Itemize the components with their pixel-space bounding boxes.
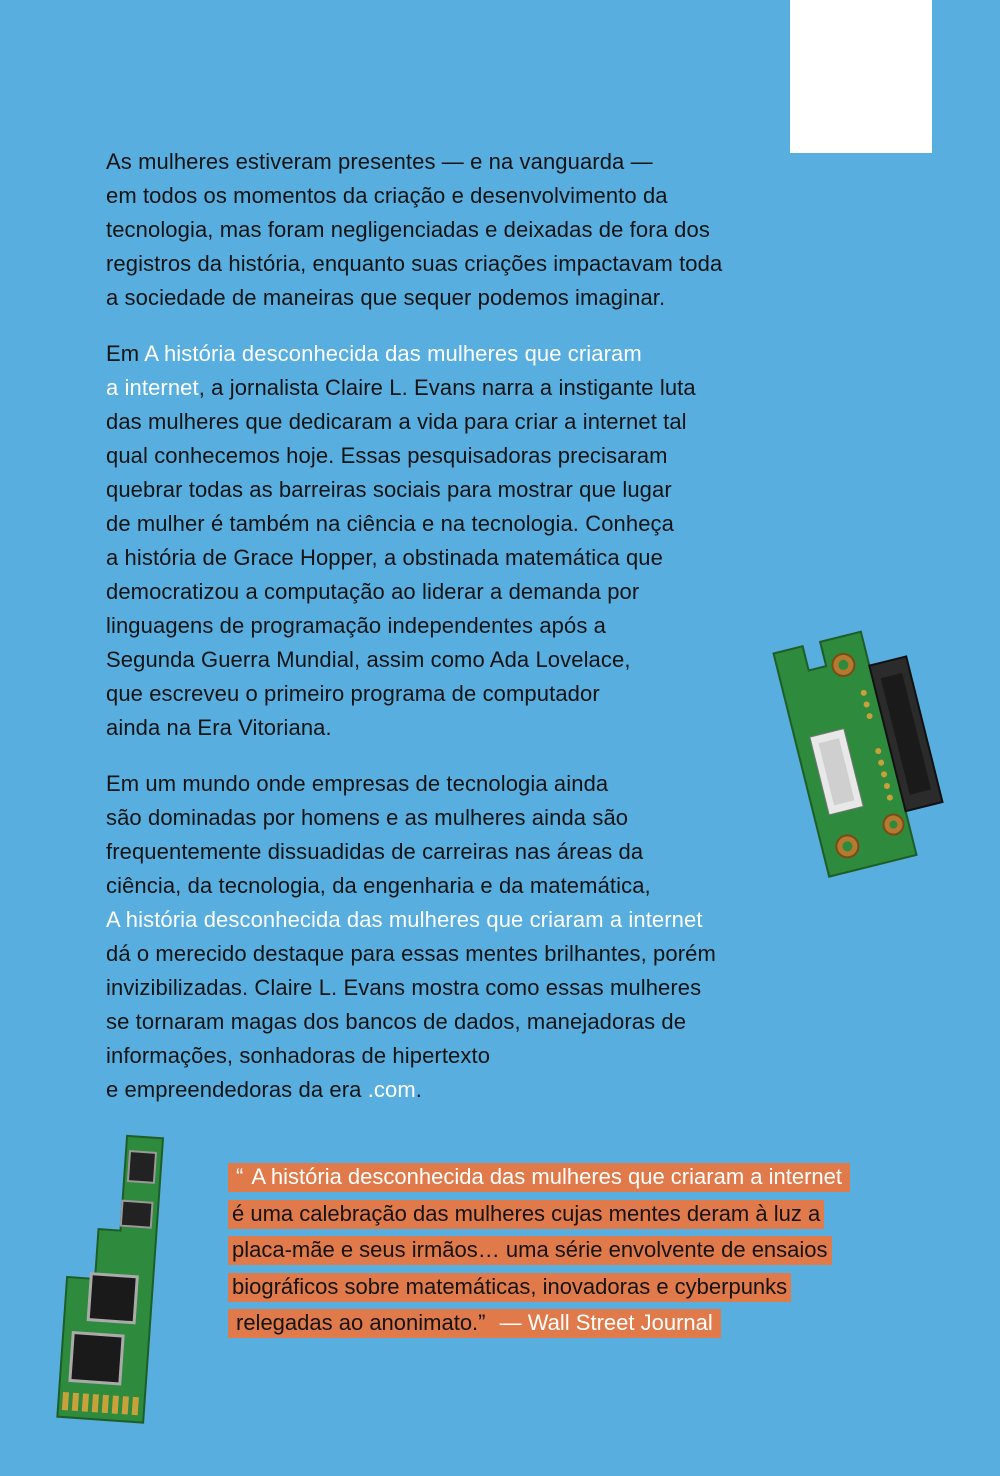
text-line: das mulheres que dedicaram a vida para criar a internet tal xyxy=(106,409,687,434)
text-line: registros da história, enquanto suas criações impactavam toda xyxy=(106,251,723,276)
text-line: em todos os momentos da criação e desenvolvimento da xyxy=(106,183,668,208)
text-line: As mulheres estiveram presentes — e na vanguarda — xyxy=(106,149,653,174)
summary-paragraph xyxy=(106,337,696,745)
text-line: se tornaram magas dos bancos de dados, manejadoras de xyxy=(106,1009,687,1034)
quote-open-mark: “ xyxy=(232,1163,247,1192)
text-line: qual conhecemos hoje. Essas pesquisadoras precisaram xyxy=(106,443,668,468)
quote-line xyxy=(228,1305,850,1342)
context-paragraph xyxy=(106,767,716,1107)
text-line: dá o merecido destaque para essas mentes brilhantes, porém xyxy=(106,941,716,966)
text-line: quebrar todas as barreiras sociais para mostrar que lugar xyxy=(106,477,672,502)
text-segment: , a jornalista Claire L. Evans narra a instigante luta xyxy=(198,375,696,400)
text-line: democratizou a computação ao liderar a demanda por xyxy=(106,579,640,604)
text-segment: e empreendedoras da era xyxy=(106,1077,368,1102)
press-quote xyxy=(228,1159,850,1342)
memory-board-image xyxy=(55,1130,165,1430)
book-title-highlight: A história desconhecida das mulheres que criaram xyxy=(144,341,642,366)
text-line: ciência, da tecnologia, da engenharia e da matemática, xyxy=(106,873,651,898)
text-line: ainda na Era Vitoriana. xyxy=(106,715,332,740)
intro-paragraph xyxy=(106,145,722,315)
text-line: tecnologia, mas foram negligenciadas e deixadas de fora dos xyxy=(106,217,710,242)
text-line xyxy=(106,1073,716,1107)
quote-line: é uma calebração das mulheres cujas mentes deram à luz a xyxy=(228,1196,850,1233)
text-line xyxy=(106,371,696,405)
text-line: linguagens de programação independentes após a xyxy=(106,613,606,638)
cover-flap-box xyxy=(790,0,932,153)
text-line: a sociedade de maneiras que sequer podemos imaginar. xyxy=(106,285,666,310)
text-line: Segunda Guerra Mundial, assim como Ada Lovelace, xyxy=(106,647,631,672)
quote-line xyxy=(228,1159,850,1196)
quote-attribution: — Wall Street Journal xyxy=(490,1309,717,1338)
book-title-highlight: a internet xyxy=(106,375,199,400)
text-line: invizibilizadas. Claire L. Evans mostra como essas mulheres xyxy=(106,975,702,1000)
text-line: de mulher é também na ciência e na tecnologia. Conheça xyxy=(106,511,674,536)
text-line: a história de Grace Hopper, a obstinada matemática que xyxy=(106,545,663,570)
text-line: Em um mundo onde empresas de tecnologia ainda xyxy=(106,771,609,796)
dotcom-highlight: .com xyxy=(367,1077,416,1102)
text-segment: . xyxy=(415,1077,422,1102)
book-title-highlight: A história desconhecida das mulheres que criaram a internet xyxy=(106,907,703,932)
quote-line: biográficos sobre matemáticas, inovadoras e cyberpunks xyxy=(228,1269,850,1306)
text-line xyxy=(106,337,696,371)
quote-text: relegadas ao anonimato.” xyxy=(232,1309,490,1338)
book-title-highlight: A história desconhecida das mulheres que criaram a internet xyxy=(247,1163,846,1192)
text-line: são dominadas por homens e as mulheres ainda são xyxy=(106,805,629,830)
text-line: que escreveu o primeiro programa de computador xyxy=(106,681,600,706)
text-line: frequentemente dissuadidas de carreiras nas áreas da xyxy=(106,839,644,864)
circuit-board-image xyxy=(770,615,955,890)
quote-line: placa-mãe e seus irmãos… uma série envolvente de ensaios xyxy=(228,1232,850,1269)
text-segment: Em xyxy=(106,341,145,366)
text-line: informações, sonhadoras de hipertexto xyxy=(106,1043,491,1068)
